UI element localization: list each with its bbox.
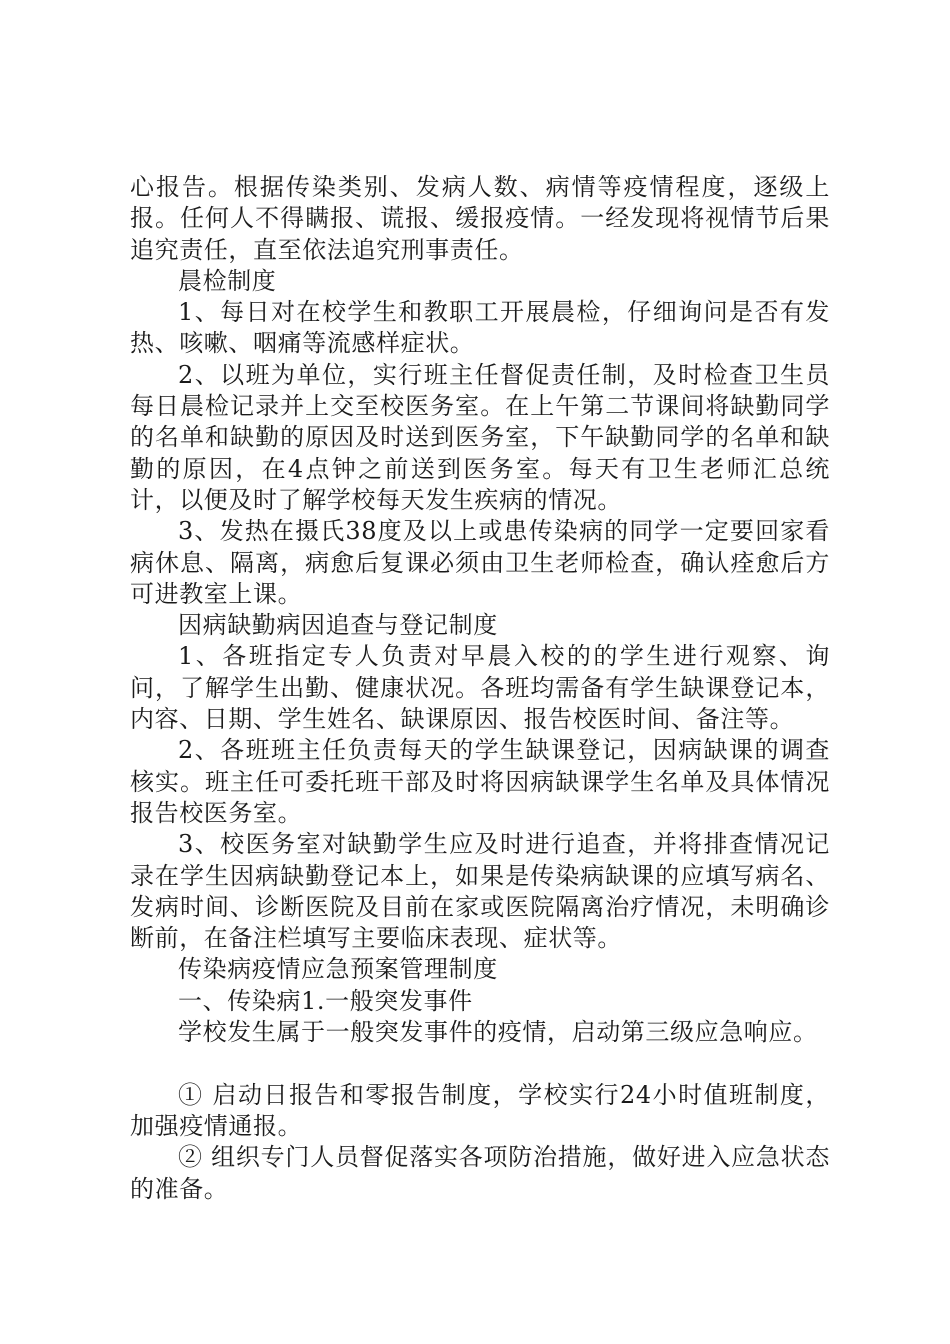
paragraph-morning-check-2: 2、以班为单位，实行班主任督促责任制，及时检查卫生员每日晨检记录并上交至校医务室。在上午第二节课间将缺勤同学的名单和缺勤的原因及时送到医务室，下午缺勤同学的名单和缺勤的原因，在4点钟之前送到医务室。每天有卫生老师汇总统计，以便及时了解学校每天发生疾病的情况。 [130, 360, 830, 514]
paragraph-measure-1: ① 启动日报告和零报告制度，学校实行24小时值班制度，加强疫情通报。 [130, 1080, 830, 1140]
paragraph-absence-3: 3、校医务室对缺勤学生应及时进行追查，并将排查情况记录在学生因病缺勤登记本上，如果是传染病缺课的应填写病名、发病时间、诊断医院及目前在家或医院隔离治疗情况，未明确诊断前，在备注栏填写主要临床表现、症状等。 [130, 830, 830, 953]
paragraph-level-three-response: 学校发生属于一般突发事件的疫情，启动第三级应急响应。 [178, 1018, 818, 1047]
heading-emergency-plan: 传染病疫情应急预案管理制度 [178, 955, 498, 984]
paragraph-absence-1: 1、各班指定专人负责对早晨入校的的学生进行观察、询问，了解学生出勤、健康状况。各班均需备有学生缺课登记本，内容、日期、学生姓名、缺课原因、报告校医时间、备注等。 [130, 642, 830, 734]
heading-absence-tracking: 因病缺勤病因追查与登记制度 [178, 611, 498, 640]
paragraph-absence-2: 2、各班班主任负责每天的学生缺课登记，因病缺课的调查核实。班主任可委托班干部及时将因病缺课学生名单及具体情况报告校医务室。 [130, 736, 830, 827]
paragraph-measure-2: ② 组织专门人员督促落实各项防治措施，做好进入应急状态的准备。 [130, 1143, 830, 1203]
subheading-general-event: 一、传染病1.一般突发事件 [178, 986, 473, 1015]
paragraph-morning-check-3: 3、发热在摄氏38度及以上或患传染病的同学一定要回家看病休息、隔离，病愈后复课必须由卫生老师检查，确认痊愈后方可进教室上课。 [130, 517, 830, 608]
paragraph-morning-check-1: 1、每日对在校学生和教职工开展晨检，仔细询问是否有发热、咳嗽、咽痛等流感样症状。 [130, 298, 830, 358]
paragraph-report-continuation: 心报告。根据传染类别、发病人数、病情等疫情程度，逐级上报。任何人不得瞒报、谎报、缓报疫情。一经发现将视情节后果追究责任，直至依法追究刑事责任。 [130, 173, 830, 264]
heading-morning-check: 晨检制度 [178, 266, 277, 295]
blank-line [130, 1048, 830, 1079]
document-body [130, 172, 830, 1205]
